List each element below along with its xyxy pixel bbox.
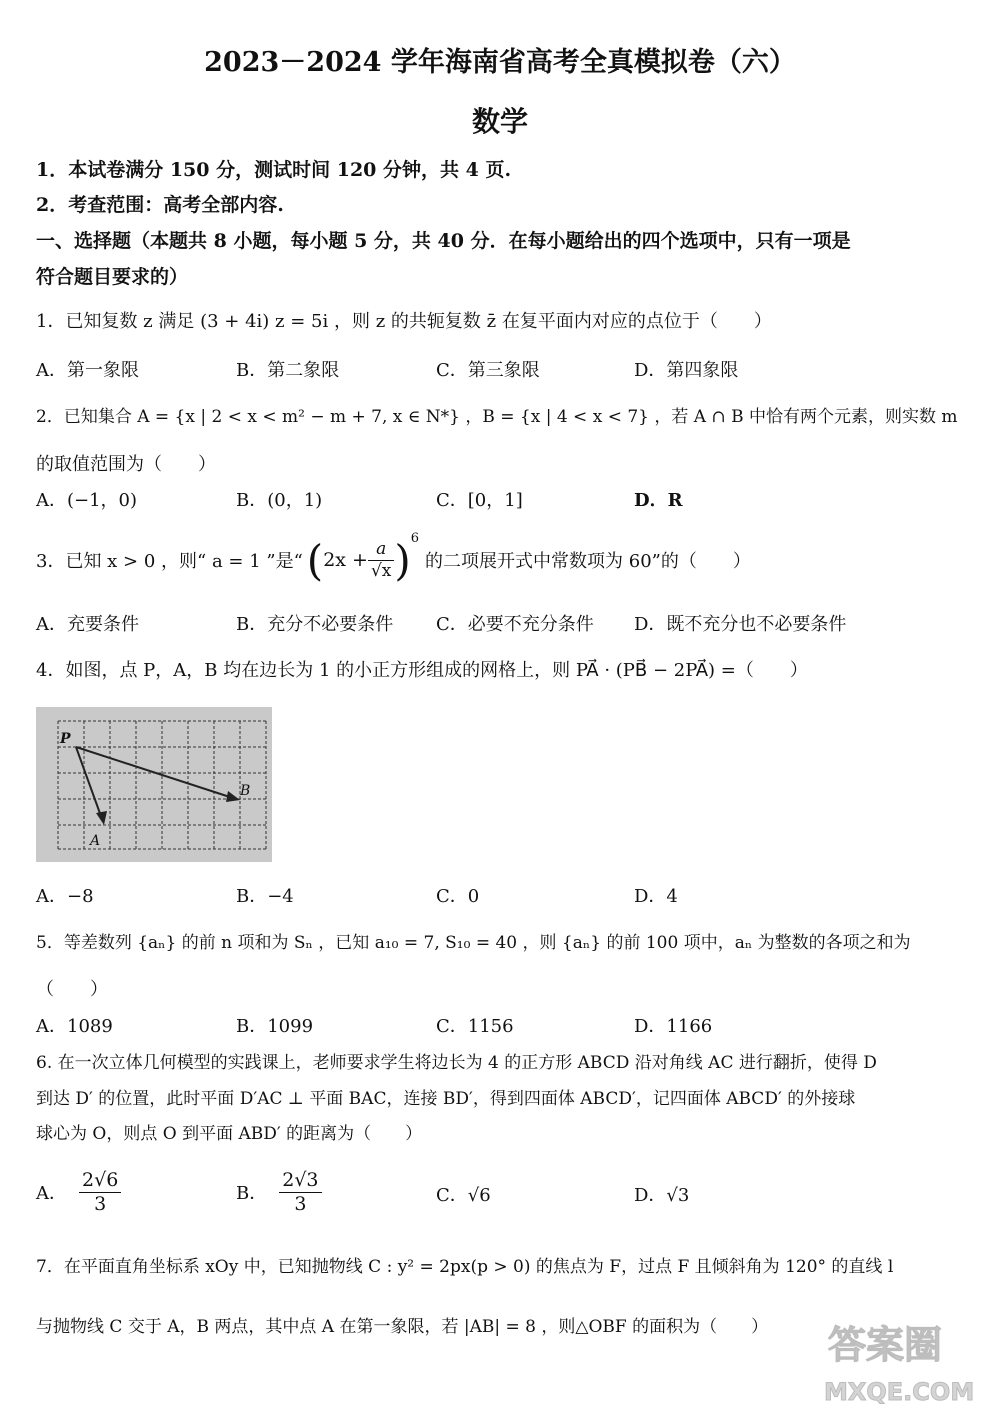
vector-pa [76, 747, 102, 819]
q4-option-a[interactable]: A．−8 [36, 886, 94, 907]
q6-option-a[interactable] [36, 1162, 121, 1222]
q6-option-a-label: A． [36, 1183, 67, 1204]
q1-option-c[interactable]: C．第三象限 [436, 360, 540, 381]
q6-option-b[interactable] [236, 1162, 322, 1222]
arrow-head-b [226, 791, 240, 802]
q4-grid-svg [36, 707, 272, 862]
q6-a-num: 2√6 [79, 1169, 121, 1193]
q5-option-d[interactable]: D．1166 [634, 1016, 713, 1037]
q5-option-b[interactable]: B．1099 [236, 1016, 314, 1037]
section-heading-line2: 符合题目要求的） [36, 266, 189, 288]
q5-option-a[interactable]: A．1089 [36, 1016, 113, 1037]
q1-option-b[interactable]: B．第二象限 [236, 360, 340, 381]
q3-frac-num: a [368, 539, 394, 560]
q3-post: 的二项展开式中常数项为 60”的（ ） [425, 551, 751, 572]
q6-option-c[interactable]: C．√6 [436, 1185, 491, 1206]
q5-option-c[interactable]: C．1156 [436, 1016, 514, 1037]
note-1: 1．本试卷满分 150 分，测试时间 120 分钟，共 4 页. [36, 159, 512, 181]
q6-a-den: 3 [94, 1192, 107, 1215]
q3-option-a[interactable]: A．充要条件 [36, 614, 139, 635]
question-7-line2: 与抛物线 C 交于 A，B 两点，其中点 A 在第一象限，若 |AB| = 8 ，则△OBF 的面积为（ ） [36, 1317, 769, 1337]
arrow-head-a [96, 811, 107, 825]
question-6-line2: 到达 D′ 的位置，此时平面 D′AC ⊥ 平面 BAC，连接 BD′，得到四面体 ABCD′，记四面体 ABCD′ 的外接球 [36, 1089, 856, 1109]
q1-option-a[interactable]: A．第一象限 [36, 360, 139, 381]
q2-option-b[interactable]: B．(0，1) [236, 490, 323, 511]
subject-title: 数学 [471, 105, 528, 138]
watermark-bottom-text: MXQE.COM [824, 1378, 975, 1406]
section-heading-line1: 一、选择题（本题共 8 小题，每小题 5 分，共 40 分．在每小题给出的四个选项中，只有一项是 [36, 230, 851, 252]
question-5-line1: 5．等差数列 {aₙ} 的前 n 项和为 Sₙ ，已知 a₁₀ = 7, S₁₀ = 40 ，则 {aₙ} 的前 100 项中，aₙ 为整数的各项之和为 [36, 933, 911, 953]
watermark-svg [820, 1310, 990, 1410]
label-b: B [240, 783, 251, 799]
q3-option-b[interactable]: B．充分不必要条件 [236, 614, 394, 635]
q3-expr-left: 2x + [323, 549, 368, 571]
watermark-logo [820, 1310, 990, 1410]
question-1-text: 1．已知复数 z 满足 (3 + 4i) z = 5i ，则 z 的共轭复数 z̄ 在复平面内对应的点位于（ ） [36, 311, 772, 332]
q3-frac-den: √x [370, 560, 392, 581]
q6-option-d[interactable]: D．√3 [634, 1185, 690, 1206]
note-2: 2．考查范围：高考全部内容. [36, 194, 284, 216]
q3-option-d[interactable]: D．既不充分也不必要条件 [634, 614, 847, 635]
q6-b-den: 3 [294, 1192, 307, 1215]
label-p: P [60, 731, 71, 747]
q3-fraction [368, 539, 394, 581]
q3-power: 6 [410, 530, 420, 546]
label-a: A [90, 833, 101, 849]
q4-option-b[interactable]: B．−4 [236, 886, 294, 907]
q3-pre: 3．已知 x > 0 ，则“ a = 1 ”是“ [36, 551, 303, 572]
question-5-line2: （ ） [36, 979, 108, 1000]
question-3 [36, 530, 751, 590]
q4-option-d[interactable]: D．4 [634, 886, 678, 907]
q2-option-a[interactable]: A．(−1，0) [36, 490, 138, 511]
q3-option-c[interactable]: C．必要不充分条件 [436, 614, 594, 635]
question-4-text: 4．如图，点 P，A，B 均在边长为 1 的小正方形组成的网格上，则 PA⃗ · (PB⃗ − 2PA⃗) =（ ） [36, 660, 808, 681]
q6-option-b-label: B． [236, 1183, 268, 1204]
question-2-line1: 2．已知集合 A = {x | 2 < x < m² − m + 7, x ∈ N*} ，B = {x | 4 < x < 7} ，若 A ∩ B 中恰有两个元素，则实数 m [36, 407, 958, 427]
question-6-line3: 球心为 O，则点 O 到平面 ABD′ 的距离为（ ） [36, 1124, 423, 1144]
exam-title: 2023－2024 学年海南省高考全真模拟卷（六） [204, 47, 796, 78]
q2-option-c[interactable]: C．[0，1] [436, 490, 523, 511]
q4-grid-figure [36, 707, 272, 862]
q3-paren-open: ( [306, 535, 324, 585]
question-7-line1: 7．在平面直角坐标系 xOy 中，已知抛物线 C : y² = 2px(p > 0) 的焦点为 F，过点 F 且倾斜角为 120° 的直线 l [36, 1257, 894, 1277]
q6-option-a-fraction [79, 1169, 121, 1216]
q6-option-b-fraction [279, 1169, 321, 1216]
watermark-top-text: 答案圈 [828, 1323, 943, 1367]
question-6-line1: 6. 在一次立体几何模型的实践课上，老师要求学生将边长为 4 的正方形 ABCD 沿对角线 AC 进行翻折，使得 D [36, 1053, 877, 1073]
question-2-line2: 的取值范围为（ ） [36, 454, 216, 475]
q1-option-d[interactable]: D．第四象限 [634, 360, 739, 381]
q2-option-d[interactable]: D．R [634, 490, 683, 511]
q4-option-c[interactable]: C．0 [436, 886, 480, 907]
q3-paren-close: ) [394, 535, 411, 585]
q6-b-num: 2√3 [279, 1169, 321, 1193]
